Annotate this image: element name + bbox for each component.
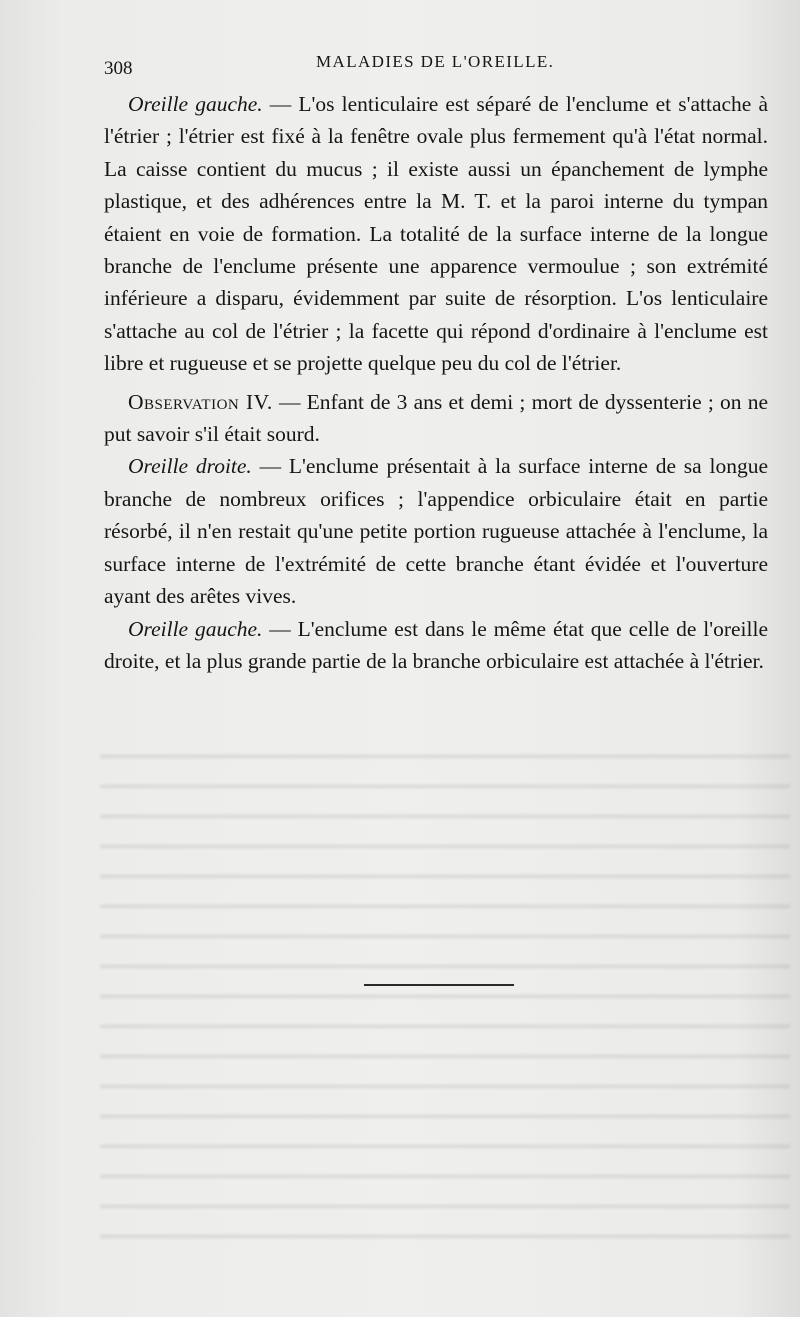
- paragraph-text: — L'os lenticulaire est séparé de l'enclume et s'attache à l'étrier ; l'étrier est fixé à la fenêtre ovale plus fermement qu'à l'état normal. La caisse contient du mucus ; il existe aussi un épanchement de lymphe plastique, et des adhérences entre la M. T. et la paroi interne du tympan étaient en voie de formation. La totalité de la surface interne de la longue branche de l'enclume présente une apparence vermoulue ; son extrémité inférieure a disparu, évidemment par suite de résorption. L'os lenticulaire s'attache au col de l'étrier ; la facette qui répond d'ordinaire à l'enclume est libre et rugueuse et se projette quelque peu du col de l'étrier.: [104, 92, 768, 376]
- section-label: Oreille gauche.: [128, 92, 263, 116]
- end-rule: [364, 984, 514, 986]
- observation-label: Observation IV.: [128, 389, 273, 414]
- section-label: Oreille droite.: [128, 454, 252, 479]
- body-text: [104, 88, 768, 677]
- paragraph-oreille-gauche-2: [104, 613, 768, 678]
- paragraph-oreille-gauche-1: [104, 88, 768, 380]
- section-label: Oreille gauche.: [128, 616, 263, 641]
- paragraph-text: — Enfant de 3 ans et demi ; mort de dyssenterie ; on ne put savoir s'il était sourd.: [104, 389, 768, 447]
- running-head: MALADIES DE L'OREILLE.: [316, 52, 555, 71]
- page-number: 308: [104, 58, 133, 79]
- paragraph-oreille-droite: [104, 450, 768, 612]
- page-header: [104, 50, 768, 80]
- paragraph-observation-iv: [104, 386, 768, 451]
- show-through-texture: [100, 740, 790, 1240]
- paragraph-text: — L'enclume présentait à la surface interne de sa longue branche de nombreux orifices ; l'appendice orbiculaire était en partie résorbé, il n'en restait qu'une petite portion rugueuse attachée à l'enclume, la surface interne de l'extrémité de cette branche étant évidée et l'ouverture ayant des arêtes vives.: [104, 454, 768, 609]
- paragraph-text: — L'enclume est dans le même état que celle de l'oreille droite, et la plus grande partie de la branche orbiculaire est attachée à l'étrier.: [104, 616, 768, 673]
